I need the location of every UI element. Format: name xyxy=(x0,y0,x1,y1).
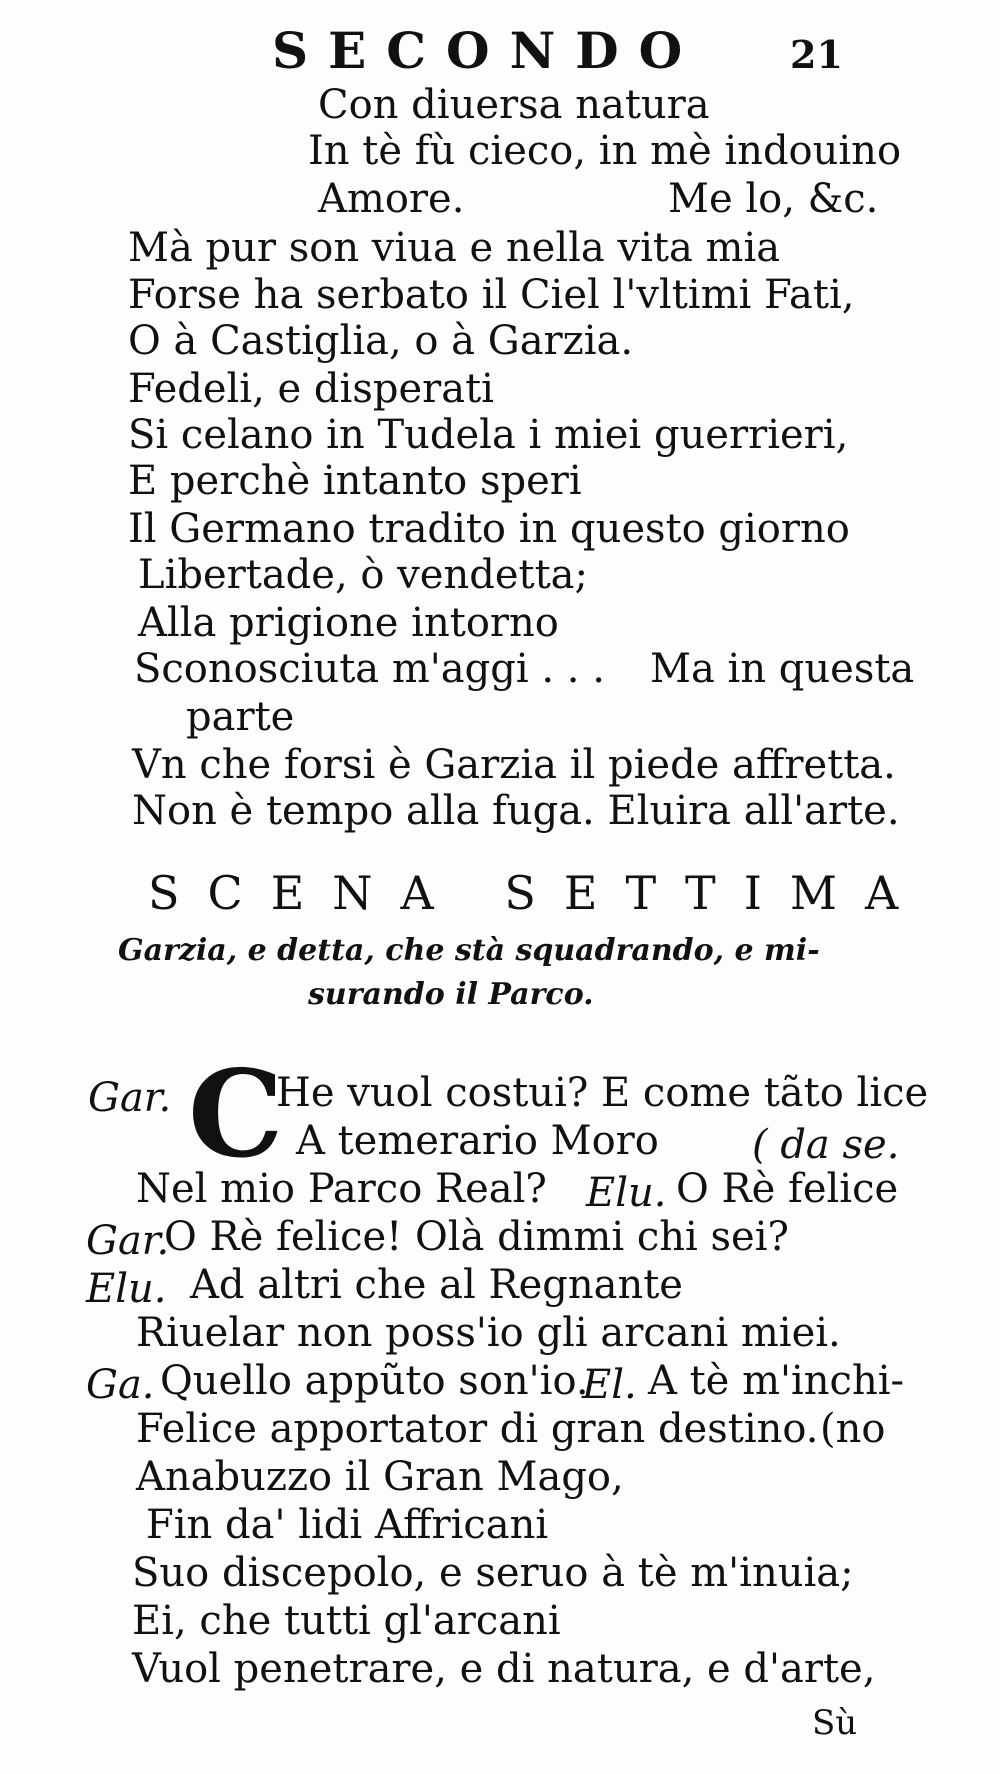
verse-line: Si celano in Tudela i miei guerrieri, xyxy=(128,412,849,458)
dialogue-line: A temerario Moro xyxy=(296,1118,659,1164)
dialogue-line: Ad altri che al Regnante xyxy=(190,1262,683,1308)
verse-line-right: Ma in questa xyxy=(650,646,915,692)
aside-direction: ( da se. xyxy=(752,1122,900,1168)
stage-direction: Garzia, e detta, che stà squadrando, e mi- xyxy=(118,933,820,968)
dialogue-line: A tè m'inchi- xyxy=(648,1358,905,1404)
dialogue-line-cont: (no xyxy=(820,1406,886,1452)
dialogue-line: He vuol costui? E come tãto lice xyxy=(276,1070,929,1116)
dialogue-line: Nel mio Parco Real? xyxy=(136,1166,547,1212)
verse-line: Mà pur son viua e nella vita mia xyxy=(128,225,781,271)
verse-line: Libertade, ò vendetta; xyxy=(138,552,588,598)
dialogue-line: Quello appũto son'io. xyxy=(160,1358,589,1404)
dialogue-line: Ei, che tutti gl'arcani xyxy=(132,1598,561,1644)
dialogue-line: Suo discepolo, e seruo à tè m'inuia; xyxy=(132,1550,854,1596)
verse-line: Con diuersa natura xyxy=(318,82,710,128)
dialogue-line: O Rè felice! Olà dimmi chi sei? xyxy=(164,1214,789,1260)
verse-line: O à Castiglia, o à Garzia. xyxy=(128,318,634,364)
dialogue-line: Anabuzzo il Gran Mago, xyxy=(136,1454,624,1500)
verse-line: parte xyxy=(186,694,295,740)
verse-line: E perchè intanto speri xyxy=(128,458,582,504)
verse-line: In tè fù cieco, in mè indouino xyxy=(308,128,902,174)
drop-cap: C xyxy=(188,1044,284,1185)
scene-title: SCENA SETTIMA xyxy=(148,866,927,920)
verse-line: Sconosciuta m'aggi . . . xyxy=(134,646,605,692)
dialogue-line: Felice apportator di gran destino. xyxy=(136,1406,819,1452)
verse-refrain: Me lo, &c. xyxy=(668,176,879,222)
stage-direction: surando il Parco. xyxy=(308,977,594,1012)
dialogue-line: Fin da' lidi Affricani xyxy=(146,1502,549,1548)
dialogue-line: Riuelar non poss'io gli arcani miei. xyxy=(136,1310,841,1356)
dialogue-line: Vuol penetrare, e di natura, e d'arte, xyxy=(132,1646,876,1692)
speaker-label: Elu. xyxy=(86,1266,167,1312)
speaker-label: Elu. xyxy=(586,1170,667,1216)
verse-line: Amore. xyxy=(318,176,465,222)
page-number: 21 xyxy=(790,32,843,77)
running-head: SECONDO xyxy=(272,21,703,80)
speaker-label: El. xyxy=(582,1362,637,1408)
verse-line: Forse ha serbato il Ciel l'vltimi Fati, xyxy=(128,272,855,318)
catchword: Sù xyxy=(812,1703,858,1743)
speaker-label: Gar. xyxy=(86,1218,170,1264)
speaker-label: Gar. xyxy=(88,1075,172,1121)
verse-line: Alla prigione intorno xyxy=(138,600,559,646)
verse-line: Non è tempo alla fuga. Eluira all'arte. xyxy=(132,788,900,834)
verse-line: Fedeli, e disperati xyxy=(128,366,494,412)
dialogue-line: O Rè felice xyxy=(676,1166,899,1212)
speaker-label: Ga. xyxy=(86,1362,155,1408)
verse-line: Il Germano tradito in questo giorno xyxy=(128,506,850,552)
verse-line: Vn che forsi è Garzia il piede affretta. xyxy=(132,742,896,788)
